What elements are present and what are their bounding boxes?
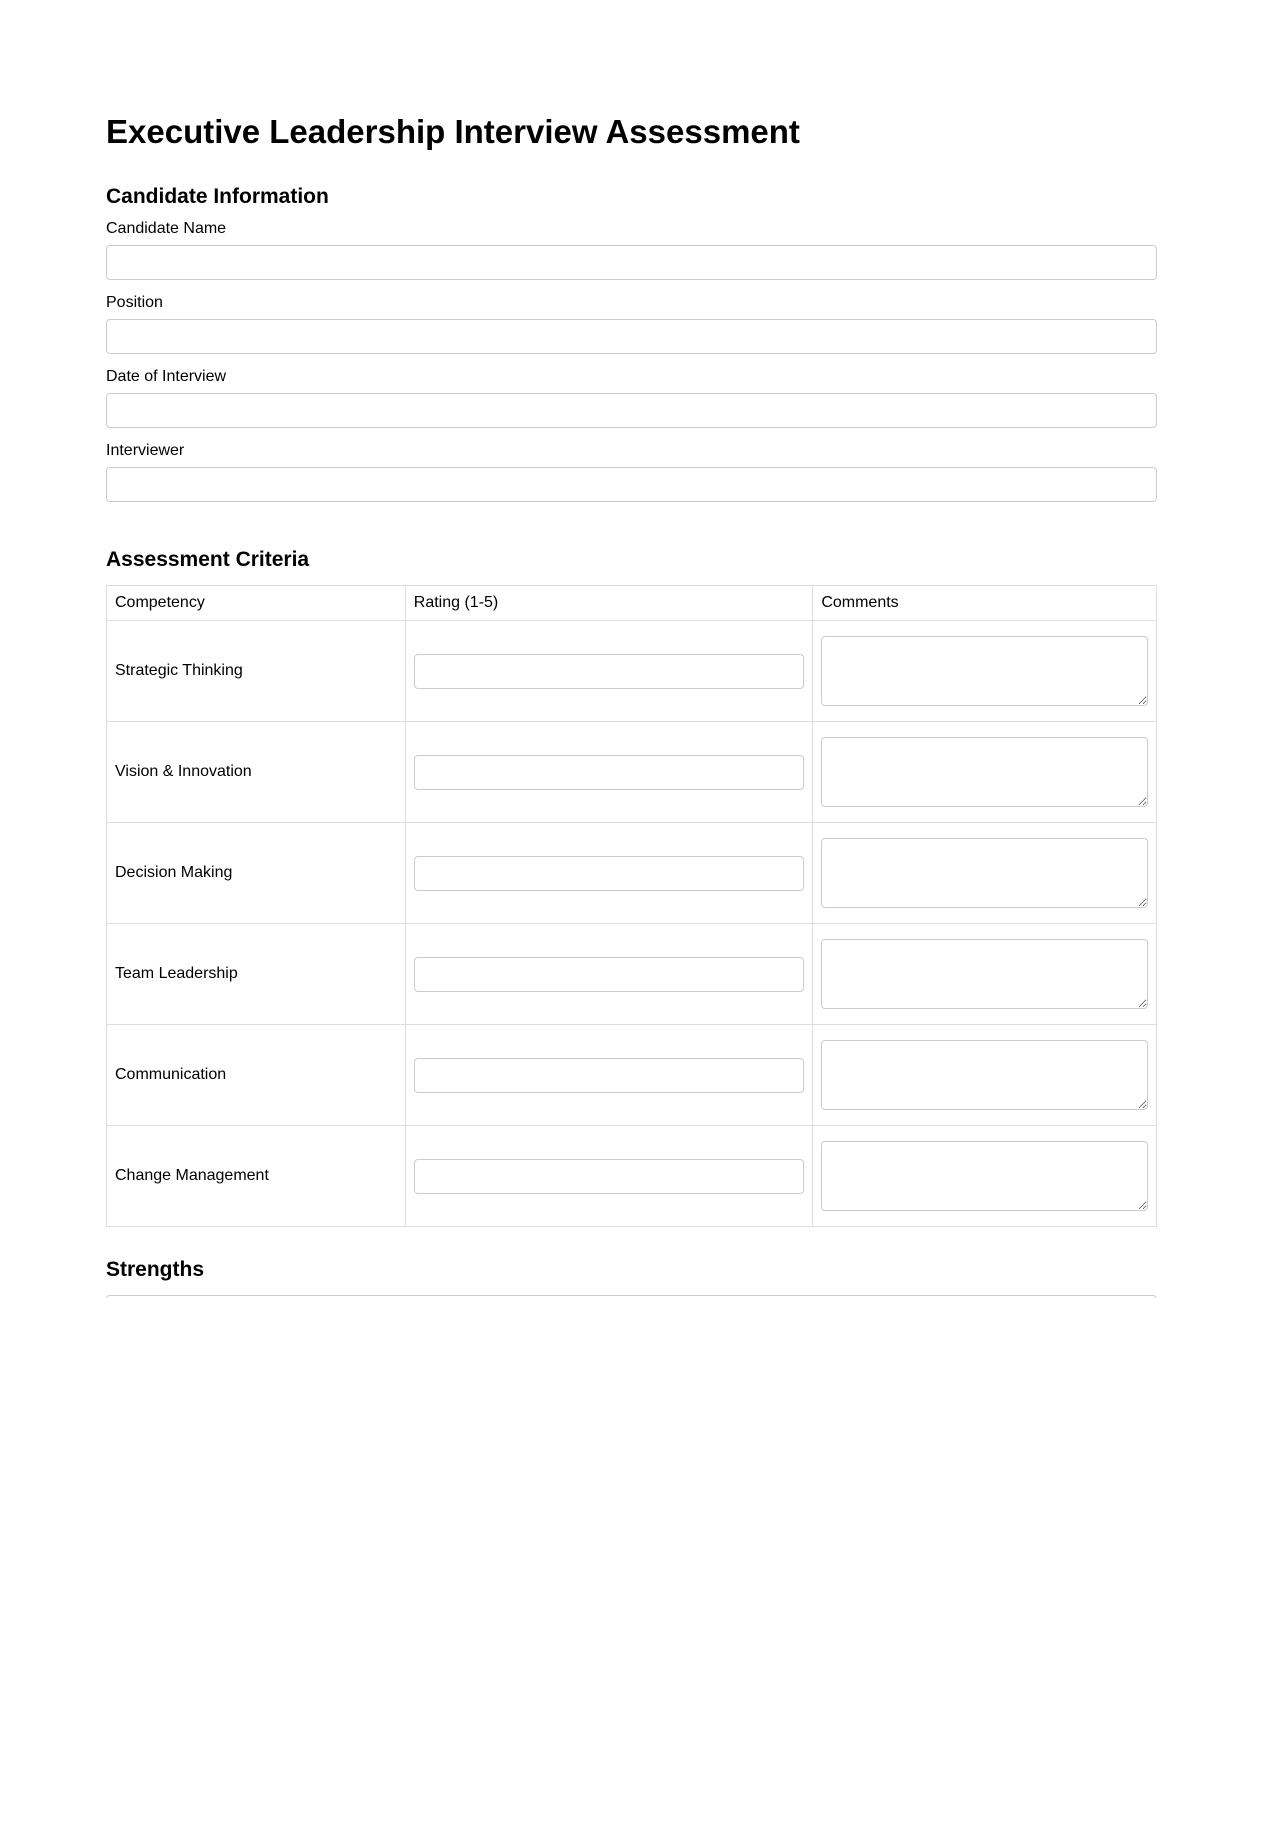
comments-textarea-decision-making[interactable]: [821, 838, 1148, 908]
date-of-interview-label: Date of Interview: [106, 368, 227, 385]
comments-cell: [813, 621, 1157, 722]
column-header-comments: Comments: [813, 586, 1157, 621]
competency-cell: Change Management: [107, 1126, 406, 1227]
position-label: Position: [106, 294, 163, 311]
rating-cell: [405, 722, 813, 823]
position-input[interactable]: [106, 319, 1157, 354]
comments-textarea-change-management[interactable]: [821, 1141, 1148, 1211]
table-row: [107, 621, 1157, 722]
candidate-name-label: Candidate Name: [106, 220, 227, 237]
assessment-form-page: [106, 0, 1157, 1298]
table-row: [107, 722, 1157, 823]
interviewer-input[interactable]: [106, 467, 1157, 502]
assessment-criteria-table: [106, 585, 1157, 1227]
rating-cell: [405, 823, 813, 924]
rating-cell: [405, 924, 813, 1025]
competency-cell: Vision & Innovation: [107, 722, 406, 823]
strengths-heading: Strengths: [106, 1258, 205, 1281]
rating-cell: [405, 1126, 813, 1227]
comments-cell: [813, 1126, 1157, 1227]
interviewer-label: Interviewer: [106, 442, 185, 459]
column-header-competency: Competency: [107, 586, 406, 621]
comments-cell: [813, 924, 1157, 1025]
competency-cell: Strategic Thinking: [107, 621, 406, 722]
comments-textarea-strategic-thinking[interactable]: [821, 636, 1148, 706]
table-row: [107, 1126, 1157, 1227]
comments-textarea-team-leadership[interactable]: [821, 939, 1148, 1009]
table-header-row: [107, 586, 1157, 621]
rating-input-strategic-thinking[interactable]: [414, 654, 805, 689]
date-of-interview-input[interactable]: [106, 393, 1157, 428]
competency-cell: Communication: [107, 1025, 406, 1126]
competency-cell: Team Leadership: [107, 924, 406, 1025]
candidate-name-input[interactable]: [106, 245, 1157, 280]
comments-textarea-communication[interactable]: [821, 1040, 1148, 1110]
column-header-rating: Rating (1-5): [405, 586, 813, 621]
rating-cell: [405, 1025, 813, 1126]
candidate-info-heading: Candidate Information: [106, 185, 329, 208]
comments-cell: [813, 722, 1157, 823]
comments-cell: [813, 1025, 1157, 1126]
rating-input-team-leadership[interactable]: [414, 957, 805, 992]
assessment-criteria-heading: Assessment Criteria: [106, 548, 310, 571]
page-title: Executive Leadership Interview Assessment: [106, 113, 800, 150]
rating-input-vision-innovation[interactable]: [414, 755, 805, 790]
rating-cell: [405, 621, 813, 722]
competency-cell: Decision Making: [107, 823, 406, 924]
table-row: [107, 924, 1157, 1025]
rating-input-communication[interactable]: [414, 1058, 805, 1093]
table-row: [107, 823, 1157, 924]
strengths-textarea[interactable]: [106, 1295, 1157, 1298]
comments-textarea-vision-innovation[interactable]: [821, 737, 1148, 807]
comments-cell: [813, 823, 1157, 924]
rating-input-change-management[interactable]: [414, 1159, 805, 1194]
table-row: [107, 1025, 1157, 1126]
rating-input-decision-making[interactable]: [414, 856, 805, 891]
